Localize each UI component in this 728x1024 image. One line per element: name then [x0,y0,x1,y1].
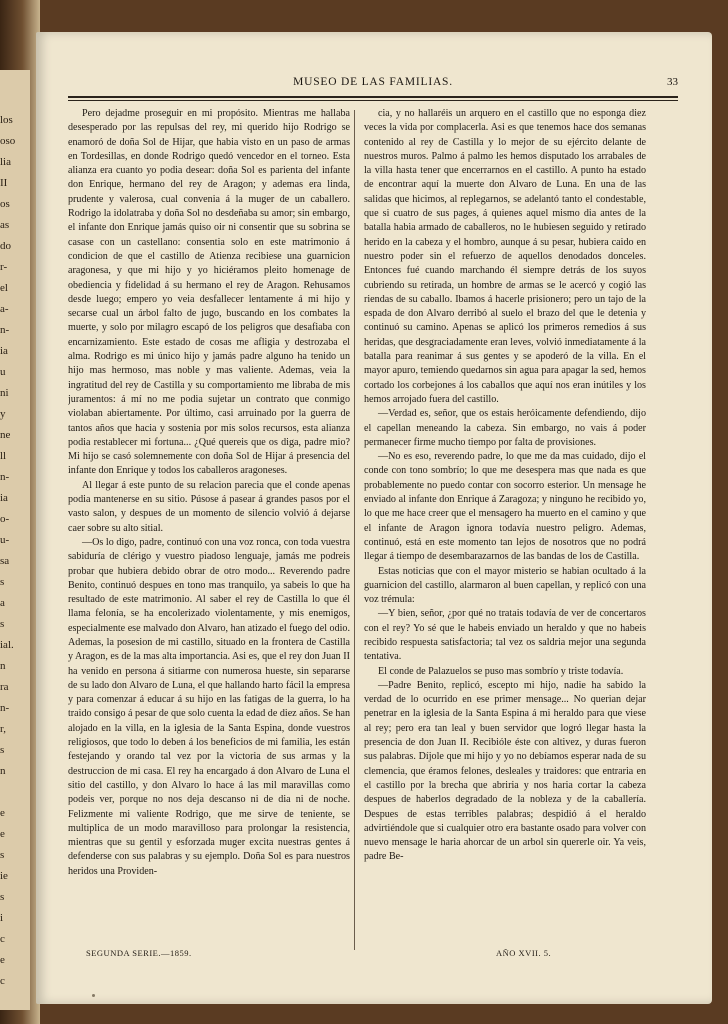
margin-fragment: u [0,366,6,378]
previous-page-edge [0,70,30,1010]
margin-fragment: r, [0,723,6,735]
paragraph: Al llegar á este punto de su relacion parecia que el conde apenas podia mantenerse en su sitio. Púsose á pasear á grandes pasos por el vasto salon, y despues de un momento de silencio volvió á dejarse caer sobre su alto sitial. [68,479,350,534]
margin-fragment: n [0,765,6,777]
margin-fragment: c [0,933,5,945]
paragraph: El conde de Palazuelos se puso mas sombrío y triste todavía. [378,665,624,677]
column-divider [354,110,355,950]
margin-fragment: ia [0,492,8,504]
margin-fragment: ne [0,429,11,441]
margin-fragment: s [0,744,5,756]
margin-fragment: ie [0,870,8,882]
margin-fragment: e [0,954,5,966]
header-rule [68,96,678,98]
paragraph: —Padre Benito, replicó, escepto mi hijo, nadie ha sabido la verdad de lo ocurrido en ese primer mensage... No querian dejar penetrar en la iglesia de la Santa Espina á mi heraldo para que viese al rey; pero era tan leal y buen servidor que logró llegar hasta la presencia de don Juan II. Recibióle éste con altivez, y duras fueron sus palabras. Díjole que mi hijo y yo no debíamos esperar nada de su clemencia, que éramos felones, desleales y traidores: que entraria en el castillo por la brecha que abriria y nos haria cortar la cabeza despues de haberlos degradado de la nobleza y de la caballería. Despues de estas terribles palabras; despidió á el heraldo advirtiéndole que si cualquier otro era bastante osado para volver con nuevo mensage le haria ahorcar de un arbol sin quererle oir. Ya veis, padre Be- [364,679,646,863]
margin-fragment: ia [0,345,8,357]
paragraph: Pero dejadme proseguir en mi propósito. Mientras me hallaba desesperado por las repulsas del rey, mi querido hijo Rodrigo se enamoró de doña Sol de Hijar, que habia visto en un paso de armas en Tordesillas, en donde Rodrigo quedó vencedor en el torneo. Esta alianza era cuanto yo podia desear: doña Sol es parienta del infante don Enrique, hermano del rey de Aragon; y ademas era linda, prudente y valerosa, cual convenia á la muger de un caballero. Rodrigo la idolatraba y doña Sol no desdeñaba su amor; sin embargo, el infante don Enrique jamás quiso oir ni consentir que su sobrina se casase con un castellano: consentia solo en este matrimonio á condicion de que el castillo de Atienza recibiese una guarnicion aragonesa, y que mi hijo y yo hiciéramos pleito homenage de obediencia y fidelidad á su hermano el rey de Aragon. Rehusamos desde luego; empero yo veia desfallecer lentamente á mi hijo y secarse cual un árbol falto de jugo, buscando en los combates la muerte, y solo por milagro escapó de los peligros que desafiaba con encarnizamiento. Este estado de cosas me afligia y destrozaba el alma. Rodrigo es mi único hijo y jamás padre alguno ha tenido un hijo mas hermoso, mas noble y mas valiente. Ademas, veia la ingratitud del rey de Castilla y su comportamiento me libraba de mis juramentos: á mí no me podia sujetar un contrato que conmigo violaban abiertamente. Por último, casi arruinado por la guerra de tantos años que hacia y sostenia por mis solos recursos, esta alianza podia restablecer mi fortuna... ¿Qué quereis que os diga, padre mio? Mi hijo se casó solemnemente con doña Sol de Hijar á presencia del infante don Enrique y todos los caballeros aragoneses. [68,108,350,477]
margin-fragment: ni [0,387,9,399]
margin-fragment: s [0,849,5,861]
page [36,32,712,1004]
margin-fragment: los [0,114,13,126]
series-footer: SEGUNDA SERIE.—1859. [86,948,192,958]
margin-fragment: n [0,660,6,672]
margin-fragment: r- [0,261,8,273]
margin-fragment: n- [0,324,10,336]
margin-fragment: i [0,912,4,924]
page-header [68,76,678,92]
margin-fragment: ial. [0,639,14,651]
margin-fragment: II [0,177,8,189]
paragraph: —No es eso, reverendo padre, lo que me da mas cuidado, dijo el conde con tono sombrío; lo que me desespera mas que nada es que probablemente no puedo contar con socorro esterior. Un mensage he enviado al infante don Enrique á Zaragoza; y ninguno he recibido yo, lo que me hace creer que el mensagero ha muerto en el camino y que el infante de Aragon ignora todavía nuestro peligro. Ademas, continuó, está en este momento tan lejos de nosotros que no podrá llegar á tiempo de desembarazarnos de las bandas de los de Castilla. [364,451,646,563]
margin-fragment: ra [0,681,9,693]
margin-fragment: a- [0,303,9,315]
margin-fragment: do [0,240,11,252]
margin-fragment: s [0,576,5,588]
paragraph: Estas noticias que con el mayor misterio se habian ocultado á la guarnicion del castillo, alarmaron al buen capellan, y replicó con una voz trémula: [364,565,646,606]
margin-fragment: a [0,597,5,609]
paragraph: —Verdad es, señor, que os estais heróicamente defendiendo, dijo el capellan meneando la cabeza. Sin embargo, no vais á poder permanecer firme mucho tiempo por falta de provisiones. [364,408,646,448]
paper-speck [92,994,95,997]
paragraph: —Y bien, señor, ¿por qué no tratais todavía de ver de concertaros con el rey? Yo sé que le habeis enviado un heraldo y que no habeis recibido respuesta satisfactoria; tal vez os saldria mejor una segunda tentativa. [364,608,646,663]
paragraph: —Os lo digo, padre, continuó con una voz ronca, con toda vuestra sabiduría de clérigo y vuestro piadoso lenguaje, jamás me podreis probar que hubiera debido obrar de otro modo... Reverendo padre Benito, continuó despues en tono mas tranquilo, ya sabeis lo que ha resultado de este matrimonio. Al saber el rey de Castilla lo que él llama felonía, se ha encolerizado violentamente, y mis enemigos, especialmente ese malvado don Alvaro, han atizado el fuego del odio. Ademas, la posesion de mi castillo, situado en la frontera de Castilla y Aragon, es de la mas alta importancia. Asi es, que el rey don Juan II ha venido en persona á sitiarme con numerosa hueste, sin separarse de su lado don Alvaro de Luna, el que hallando harto fácil la empresa y para comenzar á educar á su hijo en las fatigas de la guerra, lo ha traido consigo á pesar de que solo cuenta la edad de diez años. Se han alojado en la villa, en la iglesia de la Santa Espina, donde vuestros religiosos, que todo lo deben á los beneficios de mi familia, les están festejando y orando tal vez por la victoria de sus armas y la destruccion de mi casa. El rey ha encargado á don Alvaro de Luna el sitio del castillo, y don Alvaro lo hace á las mil maravillas como podeis ver, porque no nos deja descanso ni de dia ni de noche. Felizmente mi valiente Rodrigo, que me sirve de teniente, se multiplica de un modo maravilloso para prolongar la resistencia, mientras que su gentil y esforzada muger excita nuestras gentes á defenderse con sus palabras y su ejemplo. Doña Sol es para nuestros heridos una Providen- [68,536,350,877]
volume-footer: AÑO XVII. 5. [496,948,552,958]
running-title: MUSEO DE LAS FAMILIAS. [293,76,453,88]
margin-fragment: s [0,618,5,630]
margin-fragment: oso [0,135,16,147]
margin-fragment: e [0,828,5,840]
margin-fragment: sa [0,555,10,567]
margin-fragment: ll [0,450,7,462]
margin-fragment: c [0,975,5,987]
right-column [364,107,646,949]
margin-fragment: n- [0,471,10,483]
margin-fragment: as [0,219,10,231]
left-column [68,107,350,949]
margin-fragment: lia [0,156,11,168]
page-number: 33 [667,76,678,88]
margin-fragment: el [0,282,8,294]
margin-fragment: u- [0,534,10,546]
margin-fragment: n- [0,702,10,714]
margin-fragment: y [0,408,6,420]
paragraph: cia, y no hallaréis un arquero en el castillo que no esponga diez veces la vida por complacerla. Asi es que tenemos hace dos semanas contenido al rey de Castilla y lo mejor de su ejército delante de nuestros muros. Palmo á palmo les hemos disputado los arrabales de la villa hasta tener que encerrarnos en el castillo. A punto ha estado de encontrar aquí la muerte don Alvaro de Luna. En una de las salidas que hicimos, al replegarnos, se adelantó tanto el condestable, que si cuatro de sus pages, á quienes aquel mismo dia antes de la batalla habia armado de caballeros, no le hubiesen seguido y retirado herido en la cabeza y el hombro, aunque á su pesar, hubiera caido en nuestro poder sin el refuerzo de aquellos denodados donceles. Entonces fué cuando marchando él siempre detrás de los suyos cubriendo su retirada, un hombre de armas se le acercó y cogió las riendas de su caballo. Ibamos á hacerle prisionero; pero un tajo de la espada de don Alvaro derribó al suelo el brazo del que le detenia y continuó su camino. Apenas se aplicó los primeros remedios á sus heridas, que desgraciadamente eran leves, volvió inmediatamente á la batalla para reanimar á sus gentes y se apoderó de la villa. En el mayor apuro, temiendo quedarnos sin agua para apagar la sed, hemos cortado los corbejones á los caballos que aquí nos eran inútiles y los hemos arrojado fuera del castillo. [364,108,646,405]
margin-fragment: o- [0,513,10,525]
margin-fragment: s [0,891,5,903]
margin-fragment: e [0,807,5,819]
margin-fragment: os [0,198,10,210]
header-rule-thin [68,100,678,101]
